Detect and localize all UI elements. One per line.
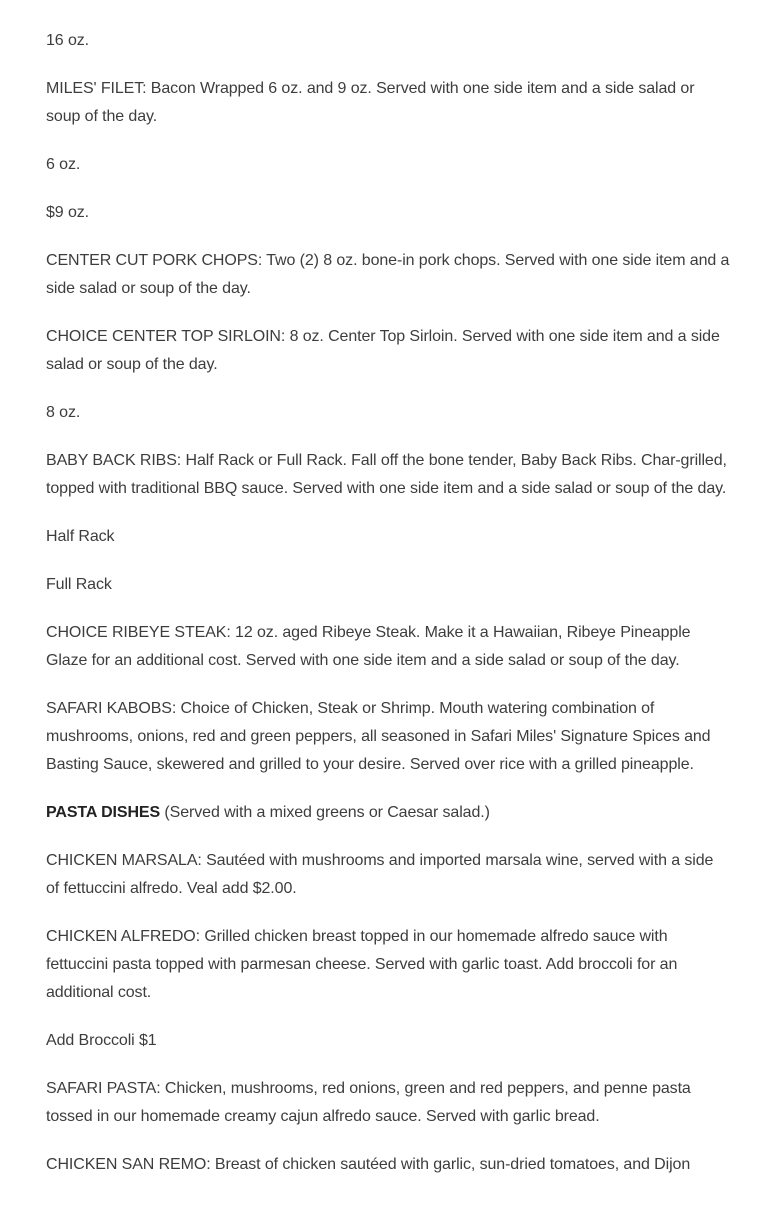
menu-item-price: 6 oz. — [46, 156, 81, 173]
pasta-item-description: CHICKEN SAN REMO: Breast of chicken sautéed with garlic, sun-dried tomatoes, and Dijon — [46, 1156, 691, 1173]
pasta-item-description: CHICKEN MARSALA: Sautéed with mushrooms and imported marsala wine, served with a side of fettuccini alfredo. Veal add $2.00. — [46, 852, 714, 897]
pasta-note: (Served with a mixed greens or Caesar salad.) — [160, 804, 490, 821]
menu-item-description: CENTER CUT PORK CHOPS: Two (2) 8 oz. bone-in pork chops. Served with one side item and a side salad or soup of the day. — [46, 252, 730, 297]
pasta-item-description: CHICKEN ALFREDO: Grilled chicken breast topped in our homemade alfredo sauce with fettuccini pasta topped with parmesan cheese. Served with garlic toast. Add broccoli for an additional cost. — [46, 928, 678, 1001]
menu-item-price: 16 oz. — [46, 32, 89, 49]
pasta-heading: PASTA DISHES — [46, 804, 161, 821]
menu-item-description: SAFARI KABOBS: Choice of Chicken, Steak or Shrimp. Mouth watering combination of mushrooms, onions, red and green peppers, all seasoned in Safari Miles' Signature Spices and Basting Sauce, skewered and grilled to your desire. Served over rice with a grilled pineapple. — [46, 700, 711, 773]
menu-item-description: MILES' FILET: Bacon Wrapped 6 oz. and 9 oz. Served with one side item and a side salad or soup of the day. — [46, 80, 695, 125]
menu-item-description: CHOICE RIBEYE STEAK: 12 oz. aged Ribeye Steak. Make it a Hawaiian, Ribeye Pineapple Glaze for an additional cost. Served with one side item and a side salad or soup of the day. — [46, 624, 691, 669]
menu-page — [46, 0, 730, 1199]
menu-item-option: Full Rack — [46, 576, 112, 593]
cut-off-line — [46, 0, 730, 7]
section-heading-pasta — [46, 799, 730, 827]
menu-item-price: 8 oz. — [46, 404, 81, 421]
pasta-item-description: SAFARI PASTA: Chicken, mushrooms, red onions, green and red peppers, and penne pasta tossed in our homemade creamy cajun alfredo sauce. Served with garlic bread. — [46, 1080, 691, 1125]
menu-item-description: BABY BACK RIBS: Half Rack or Full Rack. Fall off the bone tender, Baby Back Ribs. Char-grilled, topped with traditional BBQ sauce. Served with one side item and a side salad or soup of the day. — [46, 452, 727, 497]
menu-item-price: $9 oz. — [46, 204, 89, 221]
menu-item-option: Half Rack — [46, 528, 115, 545]
menu-item-description: CHOICE CENTER TOP SIRLOIN: 8 oz. Center Top Sirloin. Served with one side item and a side salad or soup of the day. — [46, 328, 720, 373]
pasta-item-addon: Add Broccoli $1 — [46, 1032, 157, 1049]
